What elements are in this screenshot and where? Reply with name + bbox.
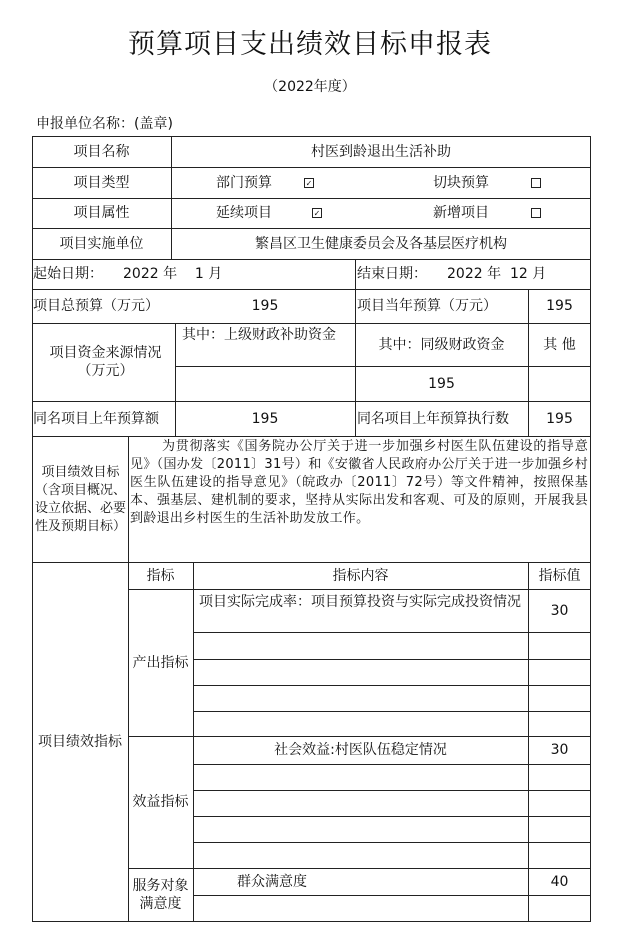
goal-label: 项目绩效目标（含项目概况、设立依据、必要性及预期目标）	[35, 465, 127, 534]
end-date-label: 结束日期：	[357, 266, 427, 282]
funding-other-label: 其 他	[543, 336, 576, 353]
attr-option-continuing: 延续项目	[216, 205, 272, 221]
funding-upper-value	[175, 366, 355, 401]
funding-other-value	[528, 366, 591, 401]
funding-source-label: 项目资金来源情况（万元）	[49, 345, 162, 379]
form-year: （2022年度）	[264, 79, 356, 95]
service-satisfaction-value: 40	[550, 873, 569, 890]
output-indicator-content: 项目实际完成率：项目预算投资与实际完成投资情况	[199, 594, 521, 610]
project-attribute-label: 项目属性	[73, 205, 130, 221]
prev-budget-label: 同名项目上年预算额	[33, 410, 159, 427]
col-content-header: 指标内容	[332, 567, 389, 584]
funding-same-value: 195	[428, 375, 455, 392]
start-date-label: 起始日期：	[33, 266, 103, 282]
prev-exec-value: 195	[546, 410, 573, 427]
total-budget-value: 195	[251, 298, 279, 314]
end-date-value: 2022 年 12 月	[447, 266, 547, 282]
goal-text: 为贯彻落实《国务院办公厅关于进一步加强乡村医生队伍建设的指导意见》（国办发〔2011〕31号）和《安徽省人民政府办公厅关于进一步加强乡村医生队伍建设的指导意见》（皖政办〔2011〕72号）等文件精神，按照保基本、强基层、建机制的要求，坚持从实际出发和客观、可及的原则，开展我县到龄退出乡村医生的生活补助发放工作。	[130, 439, 588, 526]
col-indicator-header: 指标	[146, 567, 175, 584]
current-budget-value: 195	[546, 298, 573, 314]
type-option-block: 切块预算	[433, 174, 489, 191]
attr-new-checkbox[interactable]	[531, 208, 541, 218]
type-department-checkbox[interactable]: ✓	[305, 178, 313, 188]
prev-budget-value: 195	[251, 410, 279, 427]
project-name-label: 项目名称	[73, 143, 130, 160]
implementing-unit-label: 项目实施单位	[59, 235, 144, 252]
attr-continuing-checkbox[interactable]: ✓	[313, 209, 321, 218]
service-satisfaction-label: 服务对象满意度	[132, 877, 189, 912]
output-indicator-value: 30	[550, 602, 569, 619]
start-date	[33, 259, 355, 289]
service-satisfaction-content: 群众满意度	[237, 873, 307, 890]
benefit-indicator-label: 效益指标	[132, 794, 189, 810]
prev-exec-label: 同名项目上年预算执行数	[357, 410, 509, 427]
attr-option-new: 新增项目	[433, 205, 489, 221]
funding-upper-label: 其中：上级财政补助资金	[182, 327, 336, 343]
col-value-header: 指标值	[538, 567, 581, 584]
end-date	[357, 259, 591, 289]
total-budget-label: 项目总预算（万元）	[33, 298, 159, 314]
funding-same-label: 其中：同级财政资金	[378, 336, 505, 353]
benefit-indicator-content: 社会效益:村医队伍稳定情况	[274, 742, 447, 758]
implementing-unit-value: 繁昌区卫生健康委员会及各基层医疗机构	[255, 235, 507, 252]
output-indicator-label: 产出指标	[132, 654, 189, 671]
form-title: 预算项目支出绩效目标申报表	[128, 29, 492, 60]
project-attribute-options	[171, 198, 591, 228]
type-block-checkbox[interactable]	[531, 178, 541, 188]
unit-label: 申报单位名称：(盖章)	[36, 116, 173, 132]
benefit-indicator-value: 30	[550, 742, 569, 758]
project-type-options	[171, 167, 591, 198]
current-budget-label: 项目当年预算（万元）	[357, 298, 497, 314]
project-type-label: 项目类型	[73, 174, 130, 191]
start-date-value: 2022 年 1 月	[123, 266, 223, 282]
type-option-department: 部门预算	[216, 174, 272, 191]
project-name-value: 村医到龄退出生活补助	[311, 143, 451, 160]
indicators-section-label: 项目绩效指标	[38, 734, 122, 750]
